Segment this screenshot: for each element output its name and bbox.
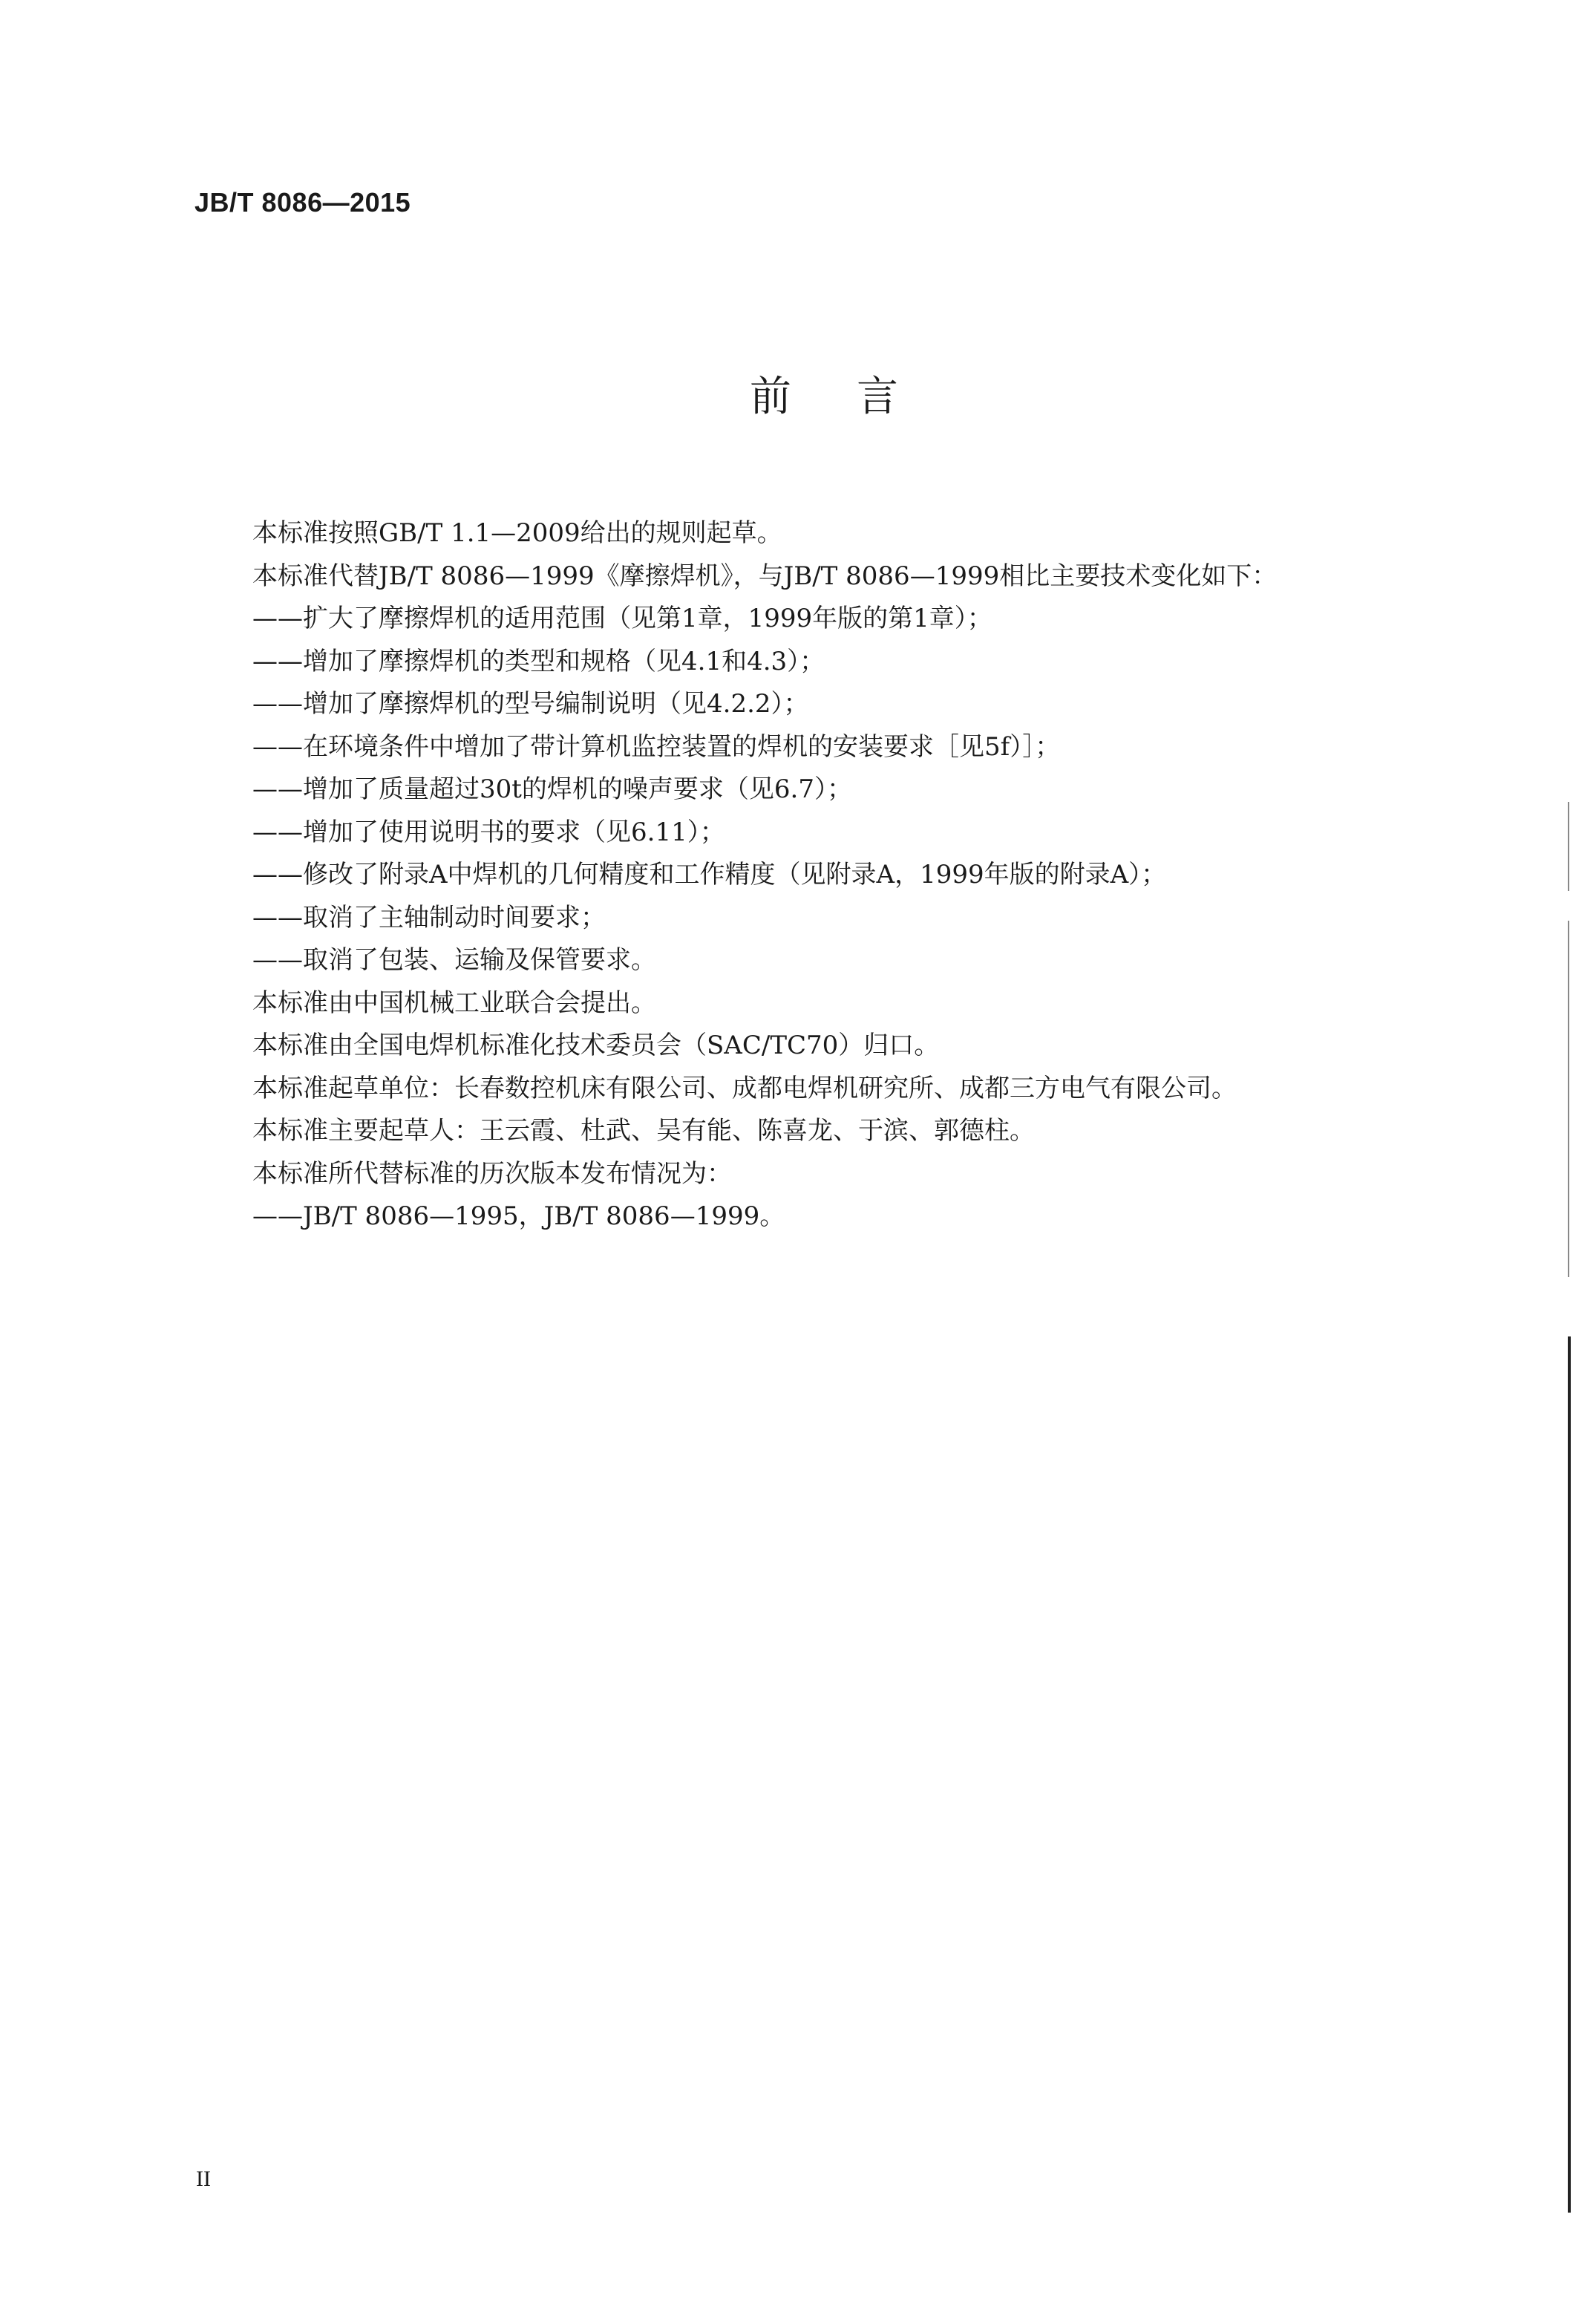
page-number: II	[196, 2167, 211, 2191]
change-list-item: ——增加了质量超过30t的焊机的噪声要求（见6.7）；	[252, 774, 852, 804]
paragraph: 本标准主要起草人：王云霞、杜武、吴有能、陈喜龙、于滨、郭德柱。	[252, 1116, 1035, 1146]
scan-artifact	[1568, 1336, 1571, 2213]
version-history-item: ——JB/T 8086—1995，JB/T 8086—1999。	[252, 1201, 785, 1231]
paragraph: 本标准由中国机械工业联合会提出。	[252, 988, 656, 1018]
paragraph: 本标准按照GB/T 1.1—2009给出的规则起草。	[252, 518, 782, 548]
standard-code: JB/T 8086—2015	[194, 187, 411, 218]
change-list-item: ——增加了摩擦焊机的型号编制说明（见4.2.2）；	[252, 689, 809, 719]
page-title: 前言	[750, 373, 964, 421]
paragraph: 本标准由全国电焊机标准化技术委员会（SAC/TC70）归口。	[252, 1031, 940, 1060]
change-list-item: ——增加了使用说明书的要求（见6.11）；	[252, 817, 725, 847]
change-list-item: ——在环境条件中增加了带计算机监控装置的焊机的安装要求［见5f）］；	[252, 731, 1061, 762]
foreword-body	[252, 512, 1455, 1238]
paragraph: 本标准所代替标准的历次版本发布情况为：	[252, 1158, 732, 1189]
change-list-item: ——取消了主轴制动时间要求；	[252, 902, 606, 933]
change-list-item: ——增加了摩擦焊机的类型和规格（见4.1和4.3）；	[252, 646, 825, 676]
paragraph: 本标准起草单位：长春数控机床有限公司、成都电焊机研究所、成都三方电气有限公司。	[252, 1073, 1237, 1103]
change-list-item: ——扩大了摩擦焊机的适用范围（见第1章，1999年版的第1章）；	[252, 604, 992, 633]
change-list-item: ——修改了附录A中焊机的几何精度和工作精度（见附录A，1999年版的附录A）；	[252, 860, 1167, 889]
change-list-item: ——取消了包装、运输及保管要求。	[252, 945, 656, 975]
scan-artifact	[1568, 802, 1569, 891]
scan-artifact	[1568, 921, 1569, 1277]
paragraph: 本标准代替JB/T 8086—1999《摩擦焊机》，与JB/T 8086—1999相比主要技术变化如下：	[252, 561, 1278, 591]
